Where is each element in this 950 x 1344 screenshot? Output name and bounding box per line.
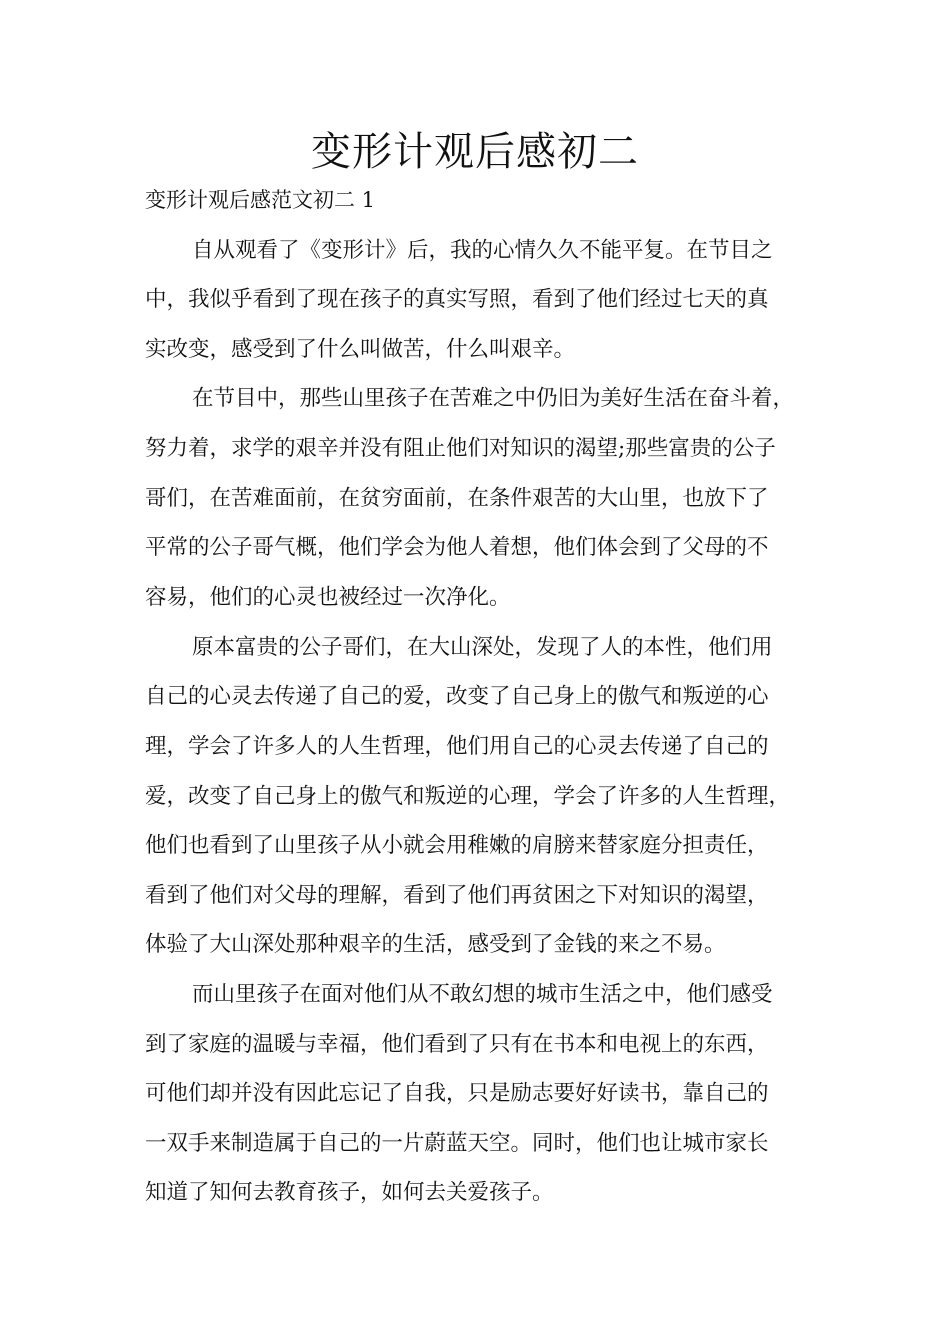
paragraph-1-line-2: 中，我似乎看到了现在孩子的真实写照，看到了他们经过七天的真 <box>145 287 769 312</box>
paragraph-2-line-4: 平常的公子哥气概，他们学会为他人着想，他们体会到了父母的不 <box>145 535 769 560</box>
paragraph-4-line-1: 而山里孩子在面对他们从不敢幻想的城市生活之中，他们感受 <box>192 982 773 1007</box>
document-title: 变形计观后感初二 <box>311 129 639 175</box>
paragraph-3-line-2: 自己的心灵去传递了自己的爱，改变了自己身上的傲气和叛逆的心 <box>145 684 769 709</box>
paragraph-4-line-2: 到了家庭的温暖与幸福，他们看到了只有在书本和电视上的东西， <box>145 1032 769 1057</box>
paragraph-3-line-5: 他们也看到了山里孩子从小就会用稚嫩的肩膀来替家庭分担责任， <box>145 833 769 858</box>
paragraph-2-line-3: 哥们，在苦难面前，在贫穷面前，在条件艰苦的大山里，也放下了 <box>145 486 769 511</box>
paragraph-2-line-5: 容易，他们的心灵也被经过一次净化。 <box>145 585 511 610</box>
paragraph-3-line-6: 看到了他们对父母的理解，看到了他们再贫困之下对知识的渴望， <box>145 883 769 908</box>
paragraph-4-line-5: 知道了知何去教育孩子，如何去关爱孩子。 <box>145 1180 554 1205</box>
paragraph-2-line-1: 在节目中，那些山里孩子在苦难之中仍旧为美好生活在奋斗着， <box>192 386 795 411</box>
paragraph-4-line-3: 可他们却并没有因此忘记了自我，只是励志要好好读书，靠自己的 <box>145 1081 769 1106</box>
paragraph-3-line-7: 体验了大山深处那种艰辛的生活，感受到了金钱的来之不易。 <box>145 932 726 957</box>
paragraph-3-line-3: 理，学会了许多人的人生哲理，他们用自己的心灵去传递了自己的 <box>145 734 769 759</box>
paragraph-1-line-3: 实改变，感受到了什么叫做苦，什么叫艰辛。 <box>145 337 576 362</box>
paragraph-2-line-2: 努力着，求学的艰辛并没有阻止他们对知识的渴望;那些富贵的公子 <box>145 436 776 461</box>
paragraph-3-line-4: 爱，改变了自己身上的傲气和叛逆的心理，学会了许多的人生哲理， <box>145 784 791 809</box>
paragraph-1-line-1: 自从观看了《变形计》后，我的心情久久不能平复。在节目之 <box>192 238 773 263</box>
document-subtitle: 变形计观后感范文初二 1 <box>145 188 376 212</box>
paragraph-4-line-4: 一双手来制造属于自己的一片蔚蓝天空。同时，他们也让城市家长 <box>145 1131 769 1156</box>
paragraph-3-line-1: 原本富贵的公子哥们，在大山深处，发现了人的本性，他们用 <box>192 635 773 660</box>
